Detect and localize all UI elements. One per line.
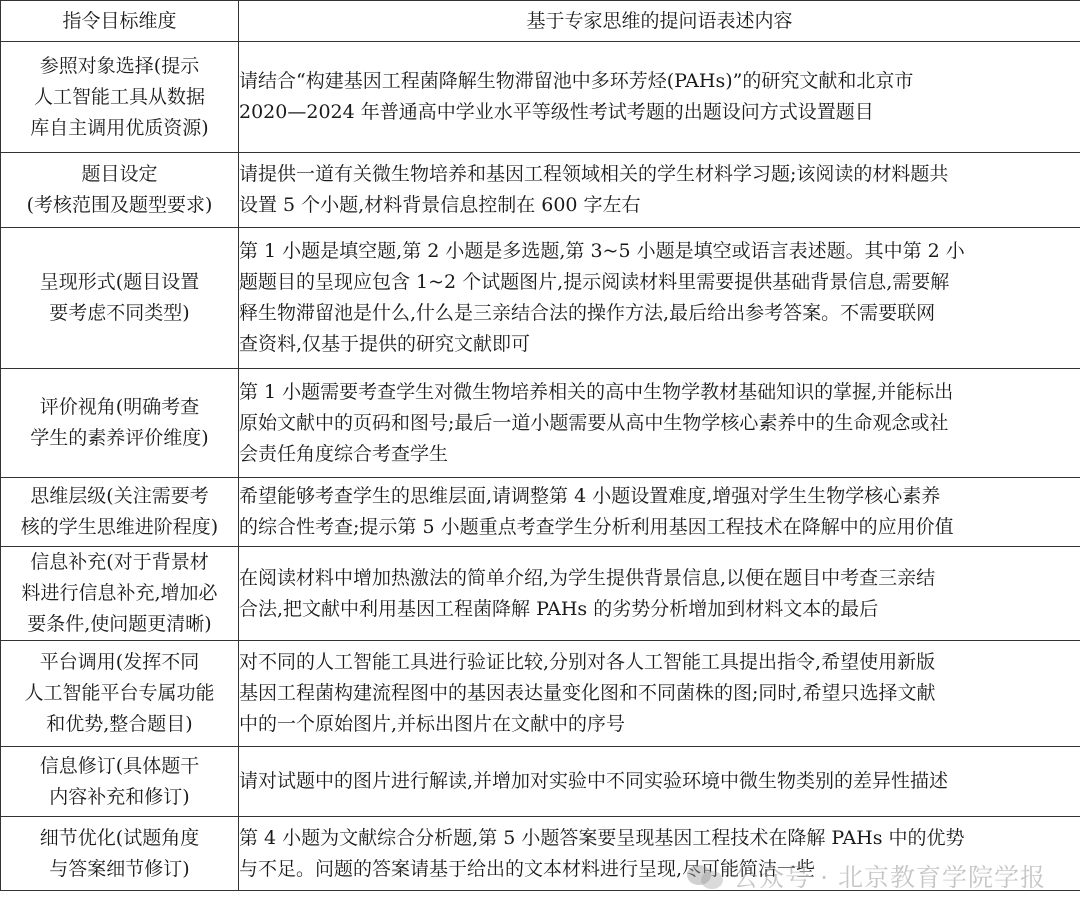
dimension-line: 信息修订(具体题干 (39, 754, 200, 777)
table-row (1, 817, 1080, 891)
dimension-line: 人工智能平台专属功能 (24, 682, 215, 704)
content-cell (239, 547, 1080, 641)
header-content: 基于专家思维的提问语表述内容 (239, 1, 1080, 42)
content-line: 与不足。问题的答案请基于给出的文本材料进行呈现,尽可能简洁一些 (239, 857, 816, 880)
content-line: 第 4 小题为文献综合分析题,第 5 小题答案要呈现基因工程技术在降解 PAHs 中的优势 (239, 826, 965, 849)
content-line: 第 1 小题是填空题,第 2 小题是多选题,第 3~5 小题是填空或语言表述题。其中第 2 小 (239, 240, 965, 262)
content-cell (239, 153, 1080, 228)
dimension-line: 和优势,整合题目) (46, 713, 193, 735)
content-line: 第 1 小题需要考查学生对微生物培养相关的高中生物学教材基础知识的掌握,并能标出 (239, 380, 954, 403)
dimension-cell (1, 369, 239, 478)
content-line: 基因工程菌构建流程图中的基因表达量变化图和不同菌株的图;同时,希望只选择文献 (239, 682, 936, 704)
dimension-line: 题目设定 (81, 163, 158, 185)
content-line: 设置 5 个小题,材料背景信息控制在 600 字左右 (239, 194, 641, 216)
content-line: 在阅读材料中增加热激法的简单介绍,为学生提供背景信息,以便在题目中考查三亲结 (239, 566, 936, 589)
dimension-line: 参照对象选择(提示 (39, 54, 200, 77)
table-row (1, 153, 1080, 228)
content-line: 释生物滞留池是什么,什么是三亲结合法的操作方法,最后给出参考答案。不需要联网 (239, 302, 936, 324)
dimension-line: 信息补充(对于背景材 (30, 551, 209, 573)
content-line: 题题目的呈现应包含 1~2 个试题图片,提示阅读材料里需要提供基础背景信息,需要解 (239, 271, 950, 293)
content-cell (239, 817, 1080, 891)
dimension-line: 评价视角(明确考查 (39, 396, 200, 418)
content-line: 希望能够考查学生的思维层面,请调整第 4 小题设置难度,增强对学生生物学核心素养 (239, 485, 941, 507)
content-cell (239, 641, 1080, 747)
table-row (1, 369, 1080, 478)
watermark-text: 公众号 · 北京教育学院学报 (733, 863, 1046, 892)
dimension-cell (1, 153, 239, 228)
dimension-line: 人工智能工具从数据 (33, 85, 205, 108)
dimension-line: 学生的素养评价维度) (30, 427, 209, 449)
dimension-line: 要条件,使问题更清晰) (27, 613, 212, 635)
dimension-line: 呈现形式(题目设置 (39, 271, 200, 293)
dimension-line: 料进行信息补充,增加必 (21, 582, 218, 604)
table-row (1, 547, 1080, 641)
table-row (1, 228, 1080, 369)
content-line: 中的一个原始图片,并标出图片在文献中的序号 (239, 713, 626, 735)
dimension-cell (1, 478, 239, 547)
table-row (1, 42, 1080, 153)
content-cell (239, 369, 1080, 478)
content-line: 对不同的人工智能工具进行验证比较,分别对各人工智能工具提出指令,希望使用新版 (239, 651, 936, 673)
dimension-cell (1, 42, 239, 153)
dimension-line: 核的学生思维进阶程度) (20, 516, 219, 538)
content-line: 请对试题中的图片进行解读,并增加对实验中不同实验环境中微生物类别的差异性描述 (239, 770, 949, 792)
dimension-line: 库自主调用优质资源) (30, 116, 209, 139)
dimension-line: 思维层级(关注需要考 (30, 485, 209, 507)
content-line: 2020—2024 年普通高中学业水平等级性考试考题的出题设问方式设置题目 (239, 101, 874, 123)
content-cell (239, 747, 1080, 817)
content-cell (239, 228, 1080, 369)
content-line: 查资料,仅基于提供的研究文献即可 (239, 333, 531, 355)
dimension-line: 与答案细节修订) (49, 857, 190, 880)
dimension-cell (1, 641, 239, 747)
header-dimension: 指令目标维度 (1, 1, 239, 42)
dimension-cell (1, 747, 239, 817)
dimension-cell (1, 228, 239, 369)
dimension-line: (考核范围及题型要求) (26, 194, 213, 216)
table-row (1, 641, 1080, 747)
table-row (1, 478, 1080, 547)
dimension-line: 平台调用(发挥不同 (39, 651, 200, 673)
table-header-row (1, 1, 1080, 42)
dimension-line: 内容补充和修订) (49, 785, 190, 808)
dimension-cell (1, 547, 239, 641)
dimension-cell (1, 817, 239, 891)
dimension-line: 要考虑不同类型) (49, 302, 190, 324)
content-line: 请结合“构建基因工程菌降解生物滞留池中多环芳烃(PAHs)”的研究文献和北京市 (239, 70, 914, 92)
content-line: 请提供一道有关微生物培养和基因工程领域相关的学生材料学习题;该阅读的材料题共 (239, 163, 949, 185)
content-cell (239, 478, 1080, 547)
content-line: 合法,把文献中利用基因工程菌降解 PAHs 的劣势分析增加到材料文本的最后 (239, 597, 879, 620)
dimension-line: 细节优化(试题角度 (39, 826, 200, 849)
content-line: 会责任角度综合考查学生 (239, 442, 449, 465)
content-line: 的综合性考查;提示第 5 小题重点考查学生分析利用基因工程技术在降解中的应用价值 (239, 516, 954, 538)
table-row (1, 747, 1080, 817)
content-line: 原始文献中的页码和图号;最后一道小题需要从高中生物学核心素养中的生命观念或社 (239, 411, 949, 434)
content-cell (239, 42, 1080, 153)
